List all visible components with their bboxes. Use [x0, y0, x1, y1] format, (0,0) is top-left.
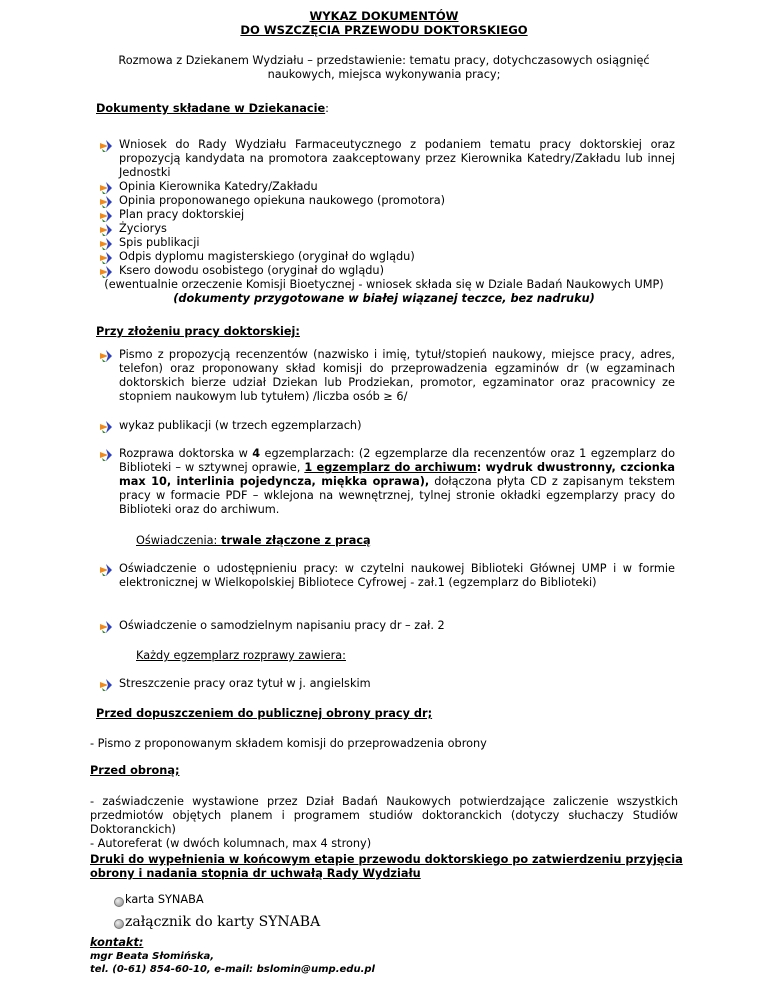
section4-heading: Przed obroną;: [90, 764, 180, 777]
cd-attachment-text: dołączona płyta CD z zapisanym tekstem pracy w formacie PDF – wklejona na wewnętrznej, tylnej stronie okładki egzemplarzy pracy do Biblioteki oraz do archiwum.: [119, 475, 676, 516]
section1-heading-text: Dokumenty składane w Dziekanacie: [96, 102, 326, 115]
list-item: Pismo z propozycją recenzentów (nazwisko i imię, tytuł/stopień naukowy, miejsce pracy, adres, telefon) oraz proponowany skład komisji do przeprowadzenia egzaminów dr (w egzaminach doktorskich bierze udział Dziekan lub Prodziekan, promotor, egzaminator oraz pracownicy ze stopniem naukowym lub tytułem) /liczba osób ≥ 6/: [119, 348, 675, 403]
arrow-bullet-icon: [99, 678, 113, 692]
intro-line2: naukowych, miejsca wykonywania pracy;: [267, 68, 501, 81]
arrow-bullet-icon: [99, 139, 113, 153]
arrow-bullet-icon: [99, 265, 113, 279]
section1-note-bold: (dokumenty przygotowane w białej wiązanej teczce, bez nadruku): [173, 292, 595, 305]
arrow-bullet-icon: [99, 620, 113, 634]
copy-contains-label: Każdy egzemplarz rozprawy zawiera:: [136, 649, 346, 662]
arrow-bullet-icon: [99, 420, 113, 434]
thesis-copies-details: egzemplarzach: (2 egzemplarze dla recenzentów oraz 1 egzemplarz do Biblioteki – w sztywnej oprawie,: [119, 447, 675, 474]
section3-heading: Przed dopuszczeniem do publicznej obrony pracy dr;: [96, 707, 433, 720]
arrow-bullet-icon: [99, 237, 113, 251]
section1-note: (ewentualnie orzeczenie Komisji Bioetycznej - wniosek składa się w Dziale Badań Naukowych UMP): [104, 278, 664, 291]
list-item: Oświadczenie o samodzielnym napisaniu pracy dr – zał. 2: [119, 619, 445, 632]
list-item: Streszczenie pracy oraz tytuł w j. angielskim: [119, 677, 371, 690]
declarations-bold: trwale złączone z pracą: [220, 534, 371, 547]
list-item: Ksero dowodu osobistego (oryginał do wglądu): [119, 264, 384, 277]
section4-text: - zaświadczenie wystawione przez Dział Badań Naukowych potwierdzające zaliczenie wszystkich przedmiotów objętych planem i programem studiów doktoranckich (dotyczy słuchaczy Studiów Doktoranckich): [90, 795, 678, 836]
list-item: [119, 447, 675, 517]
arrow-bullet-icon: [99, 195, 113, 209]
list-item: Życiorys: [119, 222, 167, 235]
arrow-bullet-icon: [99, 563, 113, 577]
section1-heading-colon: :: [325, 102, 329, 115]
form-item-synaba: karta SYNABA: [125, 893, 204, 906]
form-item-synaba-attachment: załącznik do karty SYNABA: [125, 914, 321, 930]
contact-name: mgr Beata Słomińska,: [90, 951, 215, 962]
list-item: Plan pracy doktorskiej: [119, 208, 245, 221]
arrow-bullet-icon: [99, 251, 113, 265]
section1-heading: [96, 102, 329, 116]
document-title-line1: WYKAZ DOKUMENTÓW: [309, 9, 459, 23]
contact-label: kontakt:: [90, 936, 144, 949]
arrow-bullet-icon: [99, 223, 113, 237]
list-item: Oświadczenie o udostępnieniu pracy: w czytelni naukowej Biblioteki Głównej UMP i w formie elektronicznej w Wielkopolskiej Bibliotece Cyfrowej - zał.1 (egzemplarz do Biblioteki): [119, 562, 675, 589]
intro-line1: Rozmowa z Dziekanem Wydziału – przedstawienie: tematu pracy, dotychczasowych osiągnięć: [118, 54, 650, 67]
thesis-copies-count: 4: [252, 447, 261, 460]
list-item: Spis publikacji: [119, 236, 200, 249]
section2-heading: Przy złożeniu pracy doktorskiej:: [96, 325, 300, 338]
bullet-circle-icon: [114, 897, 124, 907]
document-title-line2: DO WSZCZĘCIA PRZEWODU DOKTORSKIEGO: [240, 23, 528, 37]
section3-text: - Pismo z proponowanym składem komisji do przeprowadzenia obrony: [90, 737, 487, 750]
print-spec-text: : wydruk dwustronny, czcionka max 10, interlinia pojedyncza, miękka oprawa),: [119, 461, 675, 488]
declarations-heading: [136, 534, 371, 548]
list-item: Odpis dyplomu magisterskiego (oryginał do wglądu): [119, 250, 415, 263]
section5-heading-line2: obrony i nadania stopnia dr uchwałą Rady Wydziału: [90, 867, 421, 880]
list-item: Wniosek do Rady Wydziału Farmaceutycznego z podaniem tematu pracy doktorskiej oraz propozycją kandydata na promotora zaakceptowany przez Kierownika Katedry/Zakładu lub innej Jednostki: [119, 138, 675, 179]
arrow-bullet-icon: [99, 181, 113, 195]
arrow-bullet-icon: [99, 209, 113, 223]
declarations-label: Oświadczenia:: [136, 534, 221, 547]
list-item: Opinia proponowanego opiekuna naukowego (promotora): [119, 194, 446, 207]
contact-details: tel. (0-61) 854-60-10, e-mail: bslomin@ump.edu.pl: [90, 964, 375, 975]
section4-text2: - Autoreferat (w dwóch kolumnach, max 4 strony): [90, 837, 372, 850]
arrow-bullet-icon: [99, 349, 113, 363]
archive-copy-text: 1 egzemplarz do archiwum: [304, 461, 477, 474]
list-item: wykaz publikacji (w trzech egzemplarzach): [119, 419, 362, 432]
bullet-circle-icon: [114, 919, 124, 929]
section5-heading-line1: Druki do wypełnienia w końcowym etapie przewodu doktorskiego po zatwierdzeniu przyjęcia: [90, 853, 683, 866]
list-item: Opinia Kierownika Katedry/Zakładu: [119, 180, 318, 193]
arrow-bullet-icon: [99, 448, 113, 462]
thesis-copies-text: Rozprawa doktorska w: [119, 447, 253, 460]
